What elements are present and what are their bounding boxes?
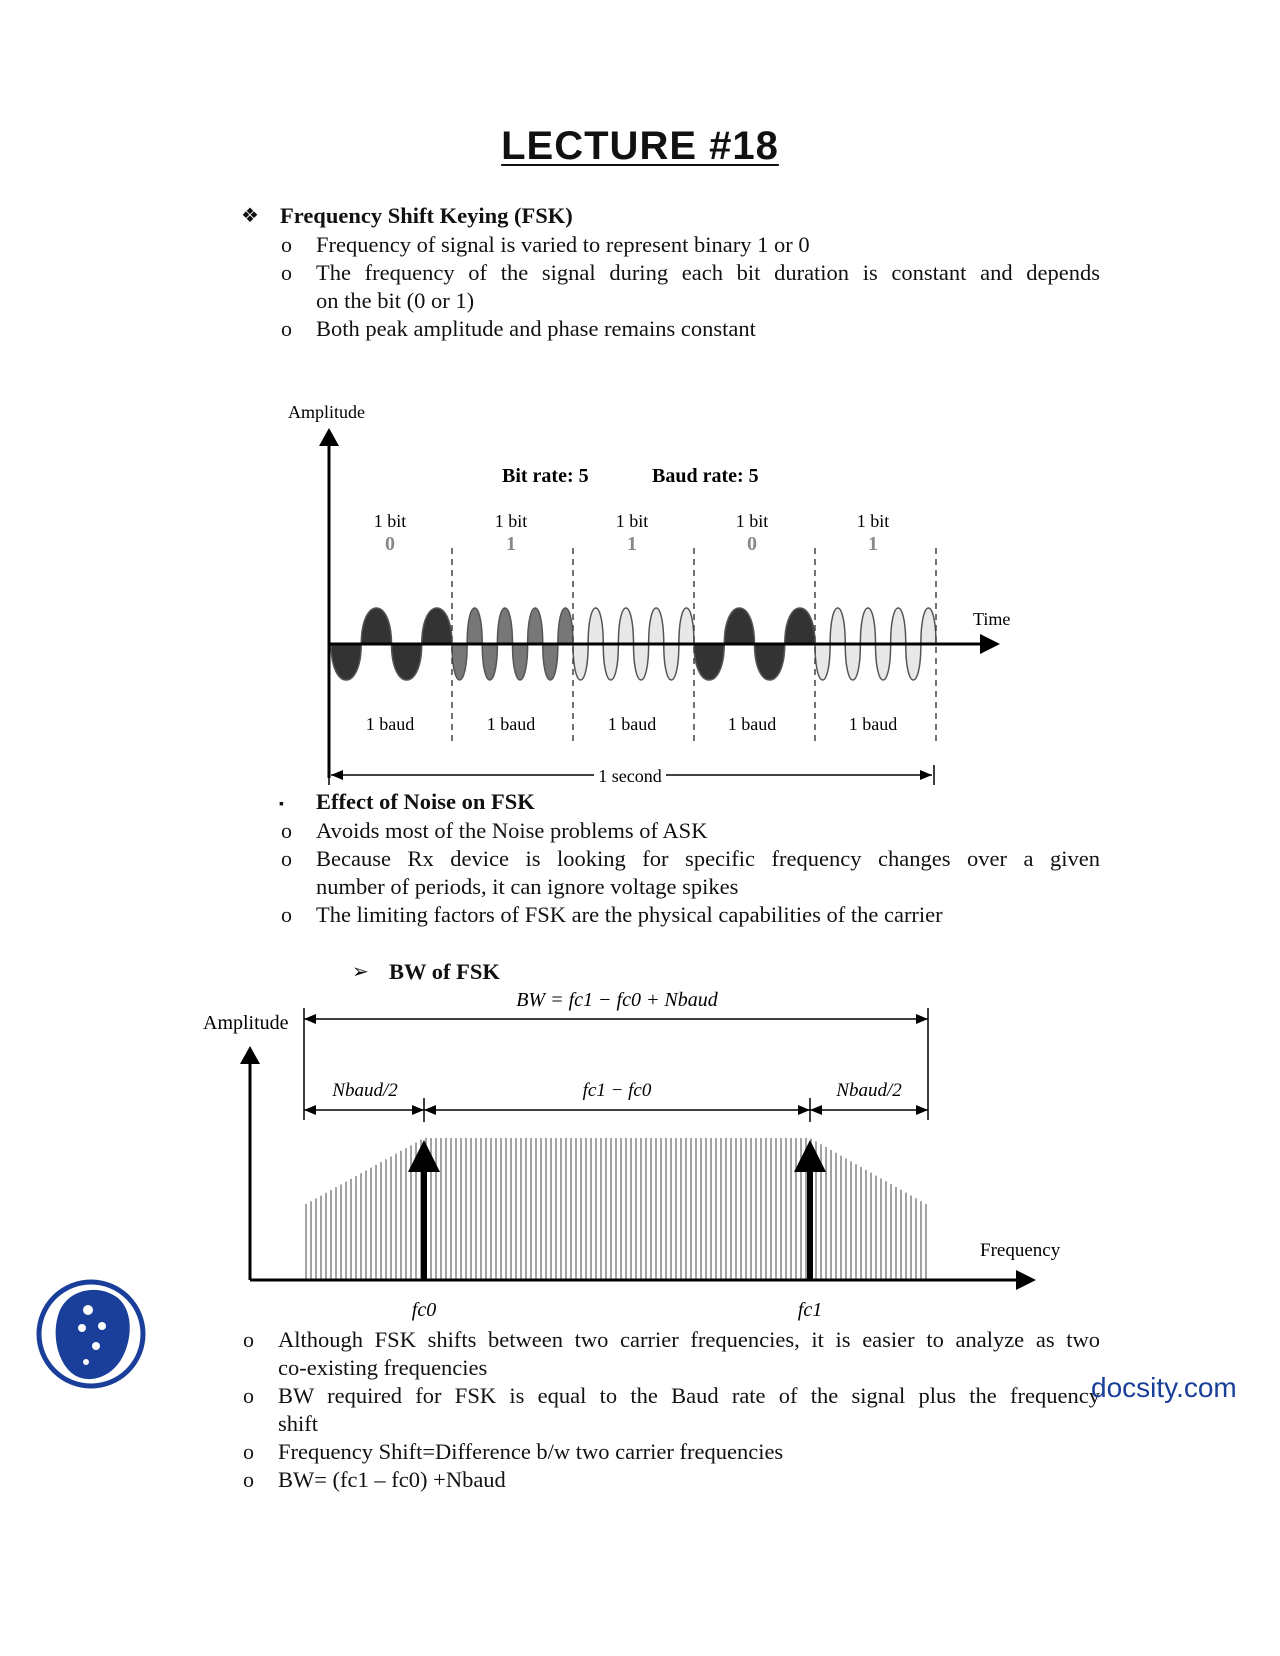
bullet-marker: o — [243, 1383, 254, 1408]
bw-bullet-1: Although FSK shifts between two carrier frequencies, it is easier to analyze as two — [278, 1327, 1100, 1352]
fc0-label: fc0 — [411, 1299, 437, 1321]
half-baud-left-label: Nbaud/2 — [332, 1080, 398, 1101]
half-baud-right-label: Nbaud/2 — [836, 1080, 902, 1101]
bit-label-3: 1 bit — [615, 511, 649, 531]
bullet-marker: o — [281, 902, 292, 927]
section-heading-noise: Effect of Noise on FSK — [316, 789, 535, 814]
bit-value-3: 1 — [627, 533, 637, 555]
noise-bullet-1: Avoids most of the Noise problems of ASK — [316, 818, 708, 843]
arrow-bullet-icon: ➢ — [352, 961, 369, 983]
noise-bullet-2: Because Rx device is looking for specific frequency changes over a given — [316, 846, 1100, 871]
bw-formula: BW = fc1 − fc0 + Nbaud — [516, 989, 718, 1011]
baud-label-1: 1 baud — [365, 714, 415, 734]
baud-label-3: 1 baud — [607, 714, 657, 734]
noise-bullet-3: The limiting factors of FSK are the physical capabilities of the carrier — [316, 902, 943, 927]
baud-rate-label: Baud rate: 5 — [652, 465, 759, 487]
bw-amplitude-label: Amplitude — [203, 1012, 289, 1034]
bw-bullet-2: BW required for FSK is equal to the Baud rate of the signal plus the frequency — [278, 1383, 1100, 1408]
bw-bullet-3: Frequency Shift=Difference b/w two carrier frequencies — [278, 1439, 784, 1464]
baud-label-5: 1 baud — [848, 714, 898, 734]
diamond-bullet-icon: ❖ — [241, 205, 259, 227]
bullet-marker: o — [281, 260, 292, 285]
bit-value-4: 0 — [747, 533, 757, 555]
bw-bullet-4: BW= (fc1 – fc0) +Nbaud — [278, 1467, 506, 1492]
fsk-bullet-2: The frequency of the signal during each bit duration is constant and depends — [316, 260, 1100, 285]
bullet-marker: o — [281, 316, 292, 341]
time-label: Time — [973, 609, 1011, 629]
docsity-watermark: docsity.com — [1091, 1372, 1237, 1403]
bit-rate-label: Bit rate: 5 — [502, 465, 589, 487]
fsk-bullet-2-cont: on the bit (0 or 1) — [316, 288, 475, 313]
baud-label-2: 1 baud — [486, 714, 536, 734]
frequency-label: Frequency — [980, 1240, 1061, 1261]
fsk-bullet-3: Both peak amplitude and phase remains constant — [316, 316, 756, 341]
bit-label-5: 1 bit — [856, 511, 890, 531]
baud-label-4: 1 baud — [727, 714, 777, 734]
shift-label: fc1 − fc0 — [582, 1080, 652, 1101]
bit-label-4: 1 bit — [735, 511, 769, 531]
bit-label-2: 1 bit — [494, 511, 528, 531]
amplitude-label: Amplitude — [288, 402, 365, 422]
bullet-marker: o — [243, 1439, 254, 1464]
bullet-marker: o — [243, 1467, 254, 1492]
section-heading-bw: BW of FSK — [389, 959, 500, 984]
bullet-marker: o — [281, 818, 292, 843]
section-heading-fsk: Frequency Shift Keying (FSK) — [280, 203, 573, 228]
bit-value-5: 1 — [868, 533, 878, 555]
bw-bullet-1-cont: co-existing frequencies — [278, 1355, 488, 1380]
bullet-marker: o — [243, 1327, 254, 1352]
bit-value-1: 0 — [385, 533, 395, 555]
bit-value-2: 1 — [506, 533, 516, 555]
fsk-bullet-1: Frequency of signal is varied to represent binary 1 or 0 — [316, 232, 810, 257]
fc1-label: fc1 — [797, 1299, 823, 1321]
square-bullet-icon: ▪ — [279, 797, 284, 812]
bw-bullet-2-cont: shift — [278, 1411, 319, 1436]
span-label: 1 second — [598, 766, 662, 786]
page-title: LECTURE #18 — [501, 124, 779, 168]
bullet-marker: o — [281, 846, 292, 871]
bit-label-1: 1 bit — [373, 511, 407, 531]
noise-bullet-2-cont: number of periods, it can ignore voltage spikes — [316, 874, 739, 899]
bullet-marker: o — [281, 232, 292, 257]
